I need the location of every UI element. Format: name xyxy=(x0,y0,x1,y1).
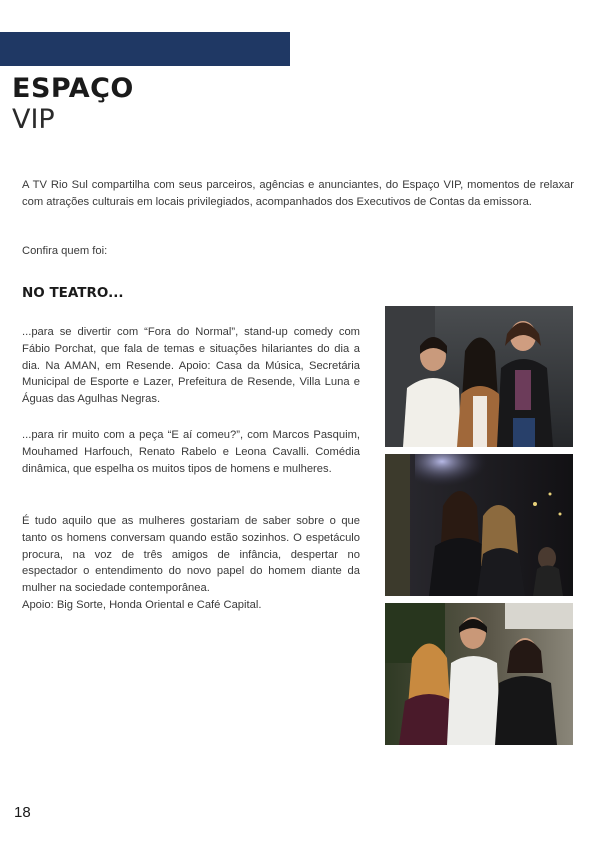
event-photo-3 xyxy=(385,603,573,745)
page-title-bold: ESPAÇO xyxy=(12,73,134,104)
body-paragraph-3-text: É tudo aquilo que as mulheres gostariam de saber sobre o que tanto os homens conversam quando estão sozinhos. O espetáculo procura, na voz de três amigos de infância, despertar no espectador o entendimento do novo papel do homem diante da mulher na sociedade contemporânea. xyxy=(22,515,360,595)
confira-text: Confira quem foi: xyxy=(22,245,108,257)
header-accent-bar xyxy=(0,32,290,66)
event-photo-2-image xyxy=(385,454,573,596)
event-photo-3-image xyxy=(385,603,573,745)
event-photo-1 xyxy=(385,306,573,447)
body-paragraph-3 xyxy=(22,513,360,614)
event-photo-2 xyxy=(385,454,573,596)
event-photo-1-image xyxy=(385,306,573,447)
page-number: 18 xyxy=(14,804,31,821)
body-paragraph-2: ...para rir muito com a peça “E aí comeu?”, com Marcos Pasquim, Mouhamed Harfouch, Renato Rabelo e Leona Cavalli. Comédia dinâmica, que espelha os muitos tipos de homens e mulheres. xyxy=(22,429,360,475)
body-paragraph-1: ...para se divertir com “Fora do Normal”, stand-up comedy com Fábio Porchat, que fala de temas e situações hilariantes do dia a dia. Na AMAN, em Resende. Apoio: Casa da Música, Secretária Municipal de Esporte e Lazer, Prefeitura de Resende, Villa Luna e Águas das Agulhas Negras. xyxy=(22,326,360,406)
support-line: Apoio: Big Sorte, Honda Oriental e Café Capital. xyxy=(22,598,262,611)
page-title-light: VIP xyxy=(12,104,55,135)
section-heading: NO TEATRO... xyxy=(22,285,124,301)
intro-paragraph: A TV Rio Sul compartilha com seus parceiros, agências e anunciantes, do Espaço VIP, momentos de relaxar com atrações culturais em locais privilegiados, acompanhados dos Executivos de Contas da emissora. xyxy=(22,179,574,208)
